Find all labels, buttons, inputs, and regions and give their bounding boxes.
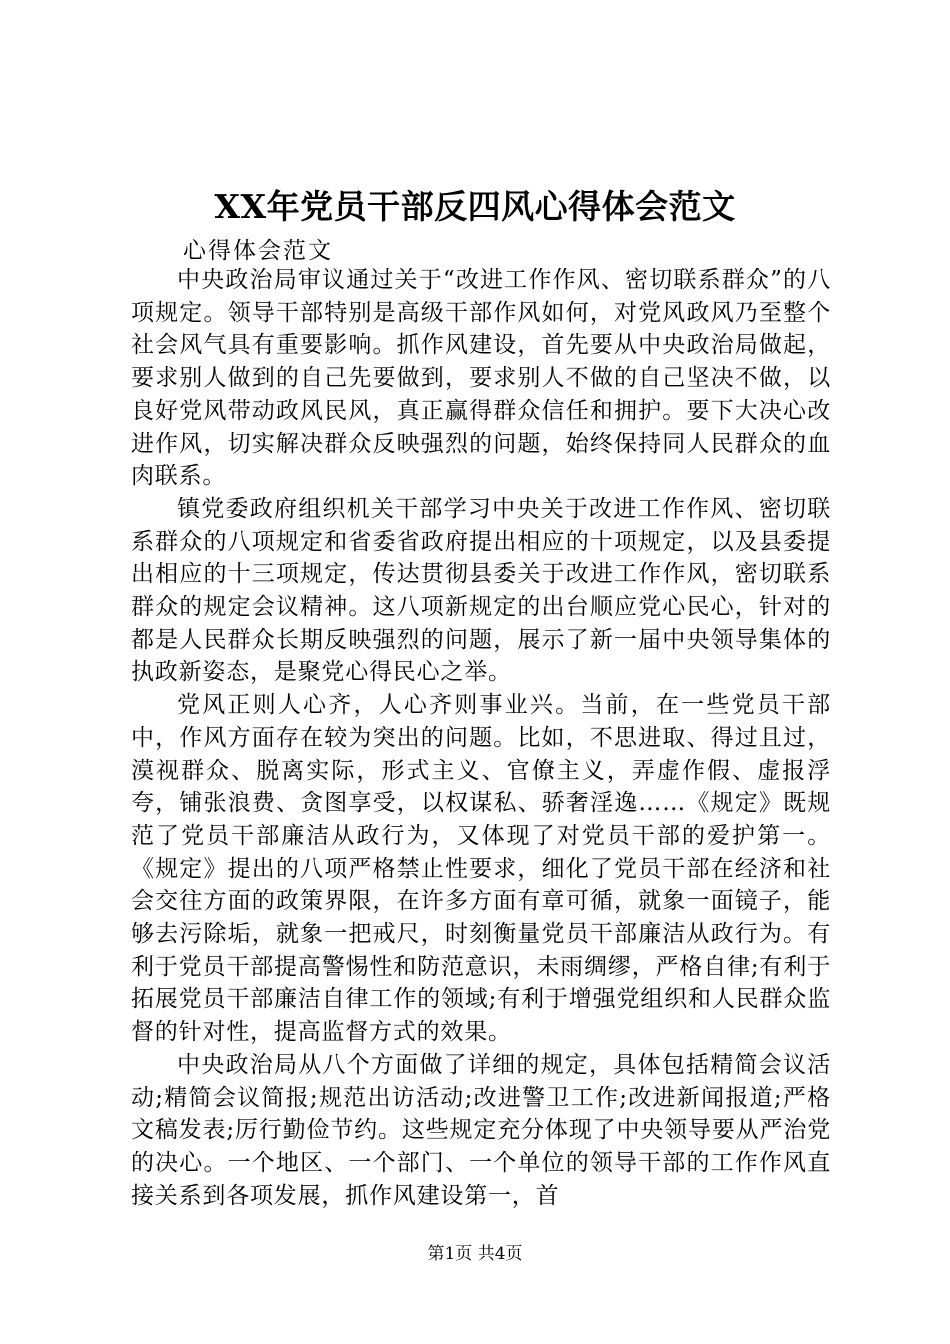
paragraph-1: 中央政治局审议通过关于“改进工作作风、密切联系群众”的八项规定。领导干部特别是高级干部作风如何，对党风政风乃至整个社会风气具有重要影响。抓作风建设，首先要从中央政治局做起，要求别人做到的自己先要做到，要求别人不做的自己坚决不做，以良好党风带动政风民风，真正赢得群众信任和拥护。要下大决心改进作风，切实解决群众反映强烈的问题，始终保持同人民群众的血肉联系。 [131,267,831,490]
document-title: XX年党员干部反四风心得体会范文 [214,187,736,226]
paragraph-2: 镇党委政府组织机关干部学习中央关于改进工作作风、密切联系群众的八项规定和省委省政府提出相应的十项规定，以及县委提出相应的十三项规定，传达贯彻县委关于改进工作作风，密切联系群众的规定会议精神。这八项新规定的出台顺应党心民心，针对的都是人民群众长期反映强烈的问题，展示了新一届中央领导集体的执政新姿态，是聚党心得民心之举。 [131,495,831,686]
document-subtitle: 心得体会范文 [183,238,333,264]
document-body [131,264,831,1212]
paragraph-4: 中央政治局从八个方面做了详细的规定，具体包括精简会议活动;精简会议简报;规范出访活动;改进警卫工作;改进新闻报道;严格文稿发表;厉行勤俭节约。这些规定充分体现了中央领导要从严治党的决心。一个地区、一个部门、一个单位的领导干部的工作作风直接关系到各项发展，抓作风建设第一，首 [131,1051,831,1209]
page-footer: 第1页 共4页 [427,1244,523,1264]
paragraph-3: 党风正则人心齐，人心齐则事业兴。当前，在一些党员干部中，作风方面存在较为突出的问题。比如，不思进取、得过且过，漠视群众、脱离实际，形式主义、官僚主义，弄虚作假、虚报浮夸，铺张浪费、贪图享受，以权谋私、骄奢淫逸……《规定》既规范了党员干部廉洁从政行为，又体现了对党员干部的爱护第一。《规定》提出的八项严格禁止性要求，细化了党员干部在经济和社会交往方面的政策界限，在许多方面有章可循，就象一面镜子，能够去污除垢，就象一把戒尺，时刻衡量党员干部廉洁从政行为。有利于党员干部提高警惕性和防范意识，未雨绸缪，严格自律;有利于拓展党员干部廉洁自律工作的领域;有利于增强党组织和人民群众监督的针对性，提高监督方式的效果。 [131,692,831,1046]
